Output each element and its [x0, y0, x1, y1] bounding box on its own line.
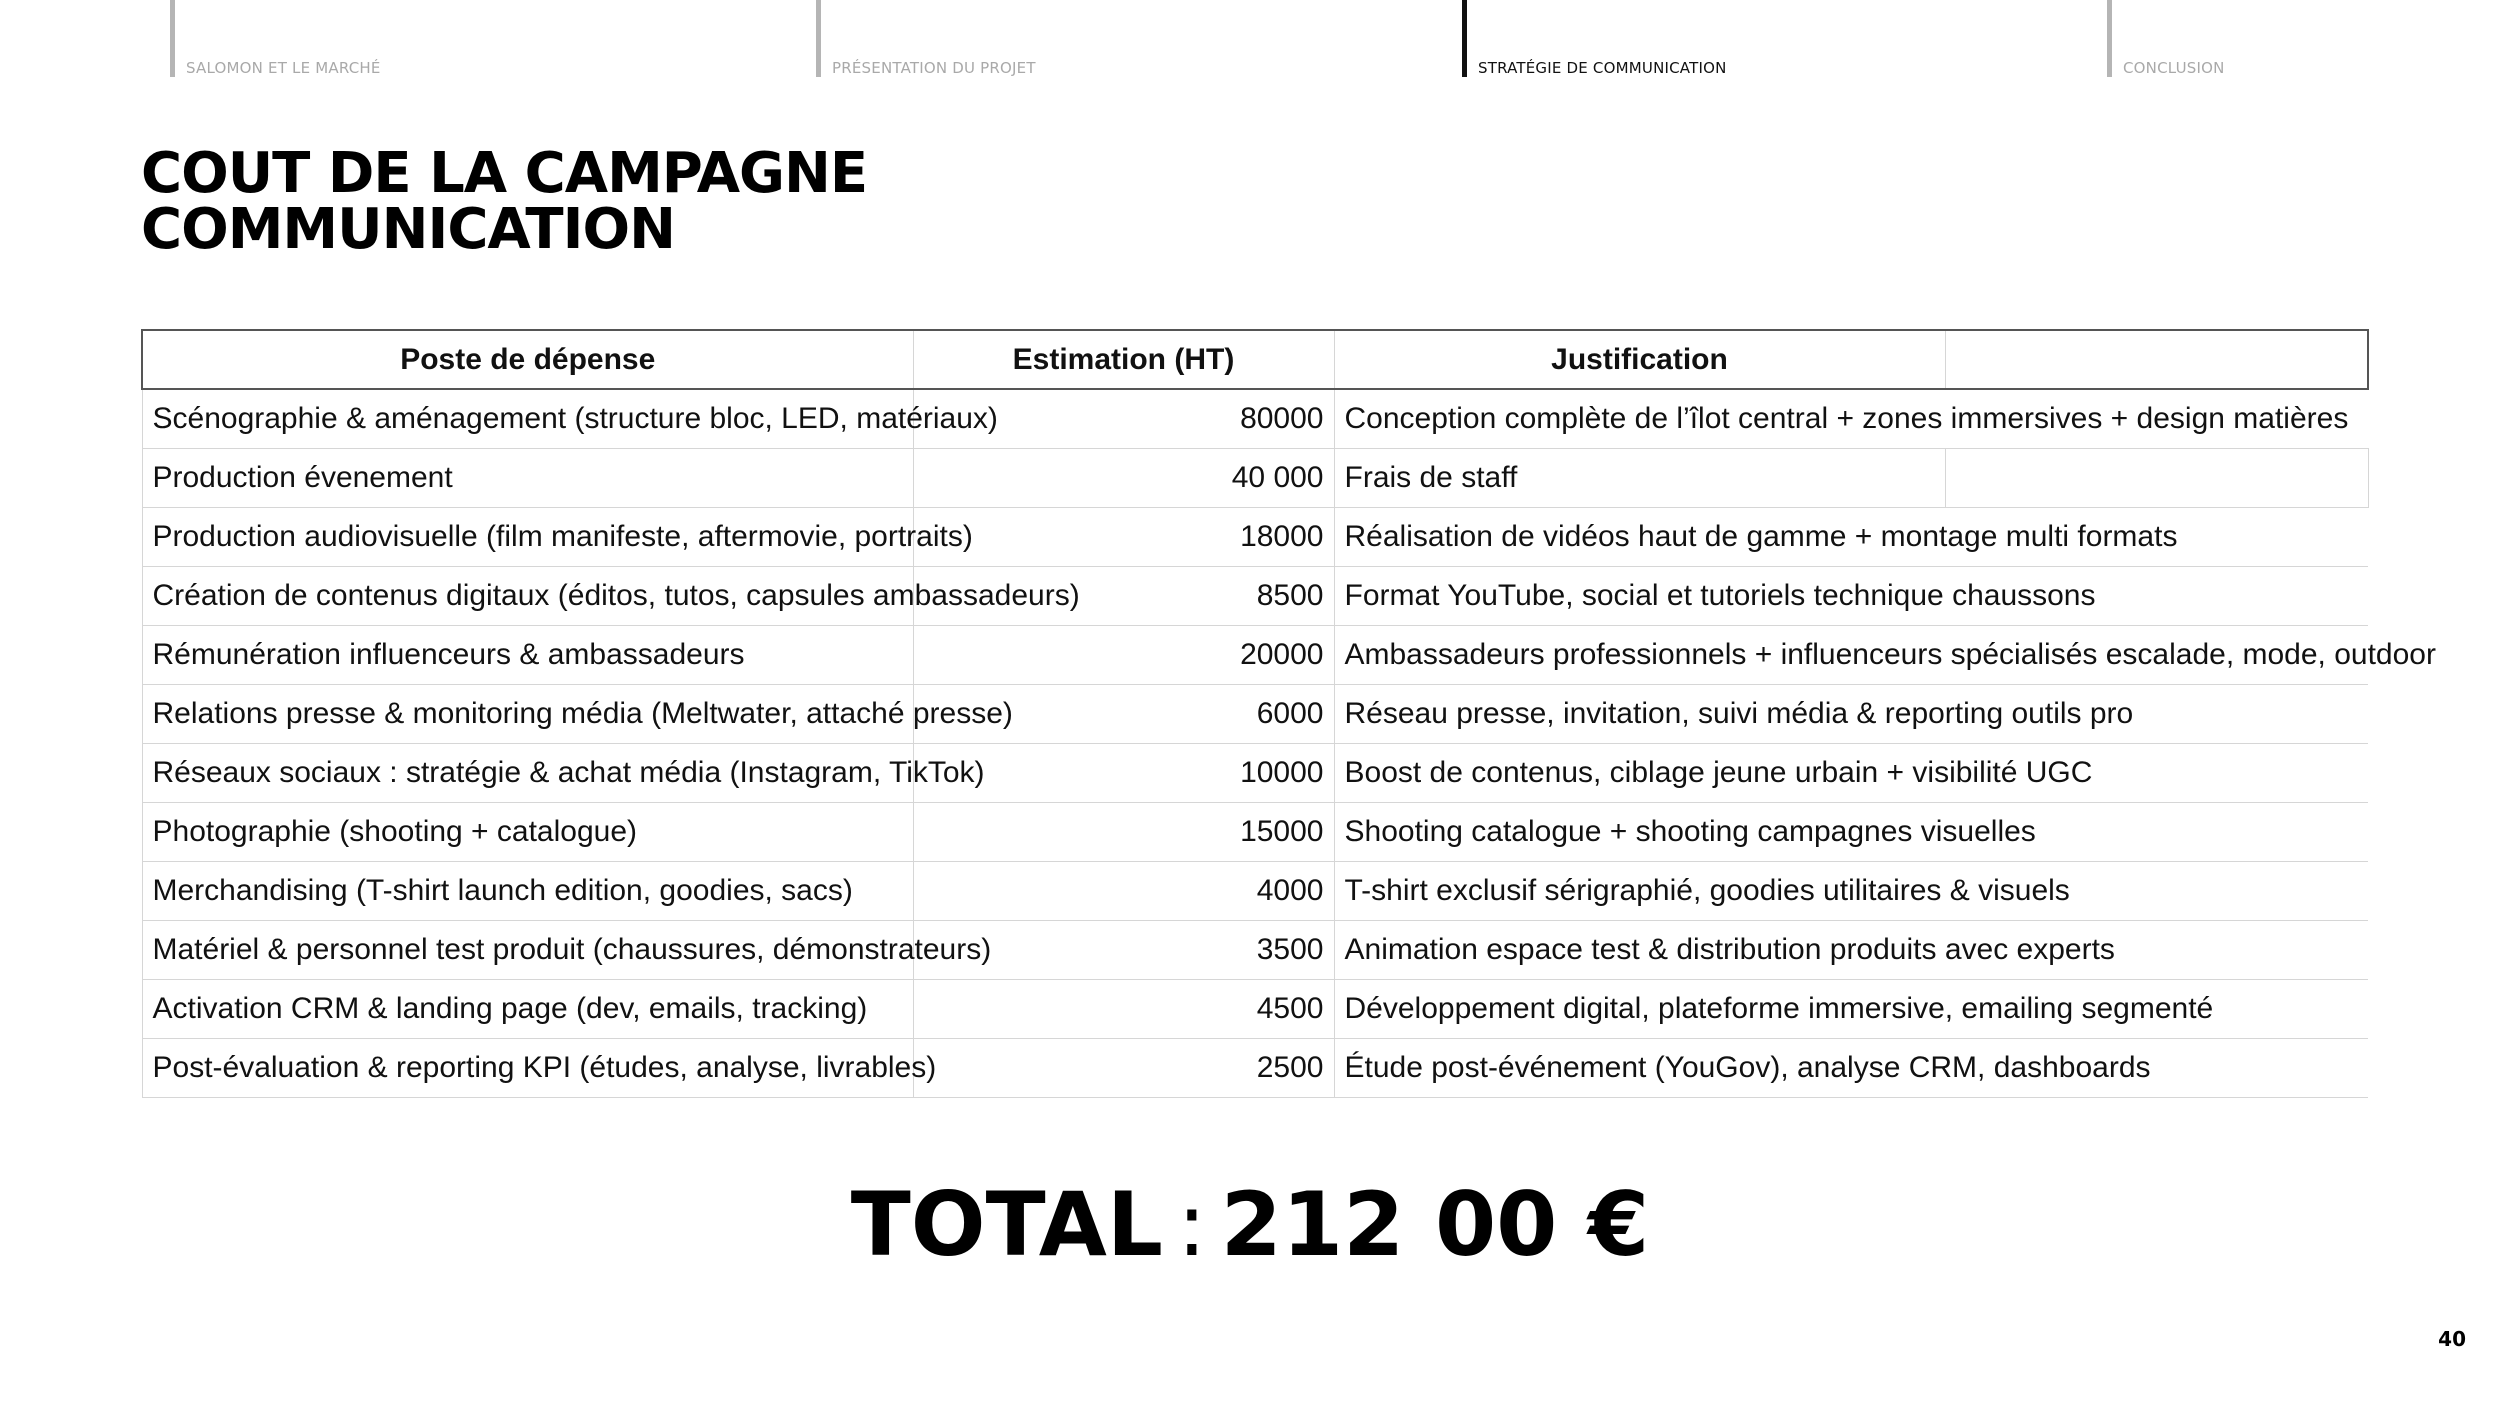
nav-label-conclusion: CONCLUSION: [2123, 59, 2225, 77]
total-separator: :: [1176, 1173, 1207, 1276]
cell-poste: Post-évaluation & reporting KPI (études, analyse, livrables): [142, 1038, 913, 1097]
nav-item-salomon[interactable]: [170, 0, 381, 77]
cell-justification: Animation espace test & distribution produits avec experts: [1334, 920, 2368, 979]
table-row: [142, 743, 2368, 802]
cell-poste: Scénographie & aménagement (structure bloc, LED, matériaux): [142, 389, 913, 448]
cell-justification: Frais de staff: [1334, 448, 1945, 507]
table-row: [142, 979, 2368, 1038]
header-estimation: Estimation (HT): [913, 330, 1334, 389]
cell-poste: Production audiovisuelle (film manifeste, aftermovie, portraits): [142, 507, 913, 566]
budget-table-container: [141, 329, 2436, 1099]
cell-justification: T-shirt exclusif sérigraphié, goodies utilitaires & visuels: [1334, 861, 2368, 920]
table-row: [142, 861, 2368, 920]
cell-estimation: 40 000: [913, 448, 1334, 507]
total-label: TOTAL: [850, 1173, 1163, 1276]
header-poste: Poste de dépense: [142, 330, 913, 389]
cell-poste: Production évenement: [142, 448, 913, 507]
section-nav: [0, 0, 2500, 80]
cell-estimation: 4500: [913, 979, 1334, 1038]
table-row: [142, 1038, 2368, 1097]
cell-estimation: 8500: [913, 566, 1334, 625]
cell-estimation: 15000: [913, 802, 1334, 861]
nav-item-strategie[interactable]: [1462, 0, 1727, 77]
nav-item-presentation[interactable]: [816, 0, 1036, 77]
header-justification: Justification: [1334, 330, 1945, 389]
table-row: [142, 802, 2368, 861]
table-header-row: [142, 330, 2368, 389]
nav-label-salomon: SALOMON ET LE MARCHÉ: [186, 59, 381, 77]
cell-poste: Activation CRM & landing page (dev, emails, tracking): [142, 979, 913, 1038]
cell-justification: Ambassadeurs professionnels + influenceurs spécialisés escalade, mode, outdoor: [1334, 625, 2368, 684]
cell-estimation: 18000: [913, 507, 1334, 566]
table-row: [142, 566, 2368, 625]
cell-estimation: 10000: [913, 743, 1334, 802]
table-row: [142, 920, 2368, 979]
cell-estimation: 6000: [913, 684, 1334, 743]
nav-label-strategie: STRATÉGIE DE COMMUNICATION: [1478, 59, 1727, 77]
cell-poste: Relations presse & monitoring média (Meltwater, attaché presse): [142, 684, 913, 743]
total-value: 212 00 €: [1220, 1173, 1650, 1276]
page-title-line2: COMMUNICATION: [141, 197, 675, 262]
cell-justification: Shooting catalogue + shooting campagnes visuelles: [1334, 802, 2368, 861]
cell-estimation: 20000: [913, 625, 1334, 684]
cell-estimation: 3500: [913, 920, 1334, 979]
cell-poste: Création de contenus digitaux (éditos, tutos, capsules ambassadeurs): [142, 566, 913, 625]
table-row: [142, 448, 2368, 507]
table-row: [142, 389, 2368, 448]
table-row: [142, 507, 2368, 566]
cell-justification: Étude post-événement (YouGov), analyse CRM, dashboards: [1334, 1038, 2368, 1097]
budget-table: [141, 329, 2436, 1098]
page-title-line1: COUT DE LA CAMPAGNE: [141, 141, 868, 206]
nav-label-presentation: PRÉSENTATION DU PROJET: [832, 59, 1036, 77]
table-row: [142, 684, 2368, 743]
cell-estimation: 80000: [913, 389, 1334, 448]
cell-poste: Rémunération influenceurs & ambassadeurs: [142, 625, 913, 684]
cell-poste: Réseaux sociaux : stratégie & achat média (Instagram, TikTok): [142, 743, 913, 802]
cell-justification: Conception complète de l’îlot central + zones immersives + design matières: [1334, 389, 2368, 448]
cell-justification: Format YouTube, social et tutoriels technique chaussons: [1334, 566, 2368, 625]
table-row: [142, 625, 2368, 684]
cell-estimation: 4000: [913, 861, 1334, 920]
page-number: 40: [2438, 1327, 2466, 1351]
page-title: [141, 141, 868, 262]
cell-empty: [1945, 448, 2368, 507]
cell-justification: Développement digital, plateforme immersive, emailing segmenté: [1334, 979, 2368, 1038]
total-summary: [0, 1170, 2500, 1280]
cell-justification: Boost de contenus, ciblage jeune urbain + visibilité UGC: [1334, 743, 2368, 802]
cell-justification: Réseau presse, invitation, suivi média & reporting outils pro: [1334, 684, 2368, 743]
table-body: [142, 389, 2436, 1097]
cell-justification: Réalisation de vidéos haut de gamme + montage multi formats: [1334, 507, 2368, 566]
header-empty: [1945, 330, 2368, 389]
cell-poste: Matériel & personnel test produit (chaussures, démonstrateurs): [142, 920, 913, 979]
nav-item-conclusion[interactable]: [2107, 0, 2225, 77]
cell-estimation: 2500: [913, 1038, 1334, 1097]
cell-poste: Photographie (shooting + catalogue): [142, 802, 913, 861]
cell-poste: Merchandising (T-shirt launch edition, goodies, sacs): [142, 861, 913, 920]
